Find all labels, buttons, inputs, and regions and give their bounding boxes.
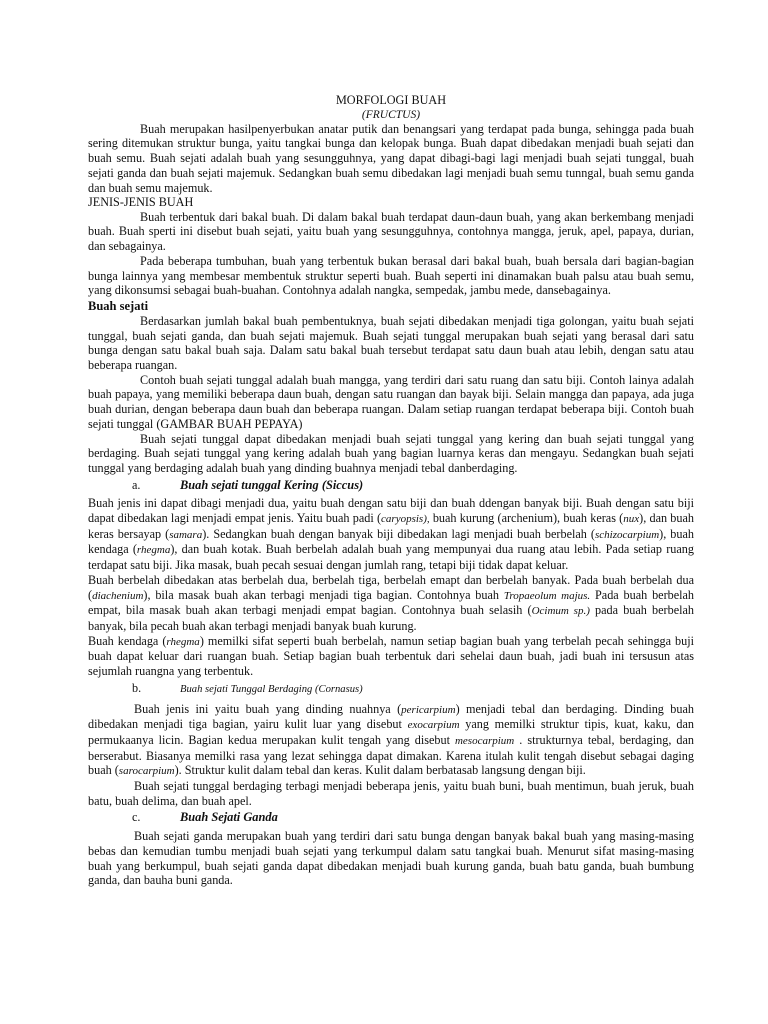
heading-jenis-jenis-buah: JENIS-JENIS BUAH [88,195,194,210]
section-b-heading [88,681,694,698]
paragraph-golongan: Berdasarkan jumlah bakal buah pembentuknya, buah sejati dibedakan menjadi tiga golongan, yaitu buah sejati tunggal, buah sejati ganda, dan buah sejati majemuk. Buah sejati tunggal merupakan buah sejati yang berasal dari satu bunga dengan satu bakal buah saja. Dalam satu bakal buah tersebut terdapat satu daun buah atau lebih, dengan satu atau beberapa ruangan. [88,313,694,373]
page-subtitle [88,108,694,122]
paragraph-buah-sejati-def: Buah terbentuk dari bakal buah. Di dalam bakal buah terdapat daun-daun buah, yang akan berkembang menjadi buah. Buah sperti ini disebut buah sejati, yaitu buah yang sesungguhnya, contohnya mangga, jeruk, apel, papaya, durian, dan sebagainya. [88,209,694,254]
subtitle-term: FRUCTUS [365,108,417,121]
section-c-letter: c. [132,810,141,825]
paragraph-berdaging-jenis: Buah sejati tunggal berdaging terbagi menjadi beberapa jenis, yaitu buah buni, buah mentimun, buah jeruk, buah batu, buah delima, dan buah apel. [88,779,694,808]
section-a-letter: a. [132,477,141,492]
section-a-heading [88,478,694,493]
section-c-label: Buah Sejati Ganda [180,810,278,825]
subtitle-paren-close: ) [416,108,421,121]
paragraph-berbelah: Buah berbelah dibedakan atas berbelah dua, berbelah tiga, berbelah emapt dan berbelah banyak. Pada buah berbelah dua (diachenium), bila masak buah akan terbagi menjadi tiga bagian. Contohnya buah Tropaeolum majus. Pada buah berbelah empat, bila masak buah akan terbagi menjadi empat bagian. Contohnya buah selasih (Ocimum sp.) pada buah berbelah banyak, bila pecah buah akan terbagi menjadi banyak buah kurung. [88,572,695,633]
heading-buah-sejati: Buah sejati [88,298,149,313]
paragraph-kering-berdaging: Buah sejati tunggal dapat dibedakan menjadi buah sejati tunggal yang kering dan buah sejati tunggal yang berdaging. Buah sejati tunggal yang kering adalah buah yang bagian luarnya keras dan mengayu. Sedangkan buah sejati tunggal yang berdaging adalah buah yang dinding buahnya menjadi tebal danberdaging. [88,431,694,475]
paragraph-intro: Buah merupakan hasilpenyerbukan anatar putik dan benangsari yang terdapat pada bunga, sehingga pada buah sering ditemukan struktur bunga, yaitu tangkai bunga dan kelopak bunga. Buah dapat dibedakan menjadi buah sejati dan buah semu. Buah sejati adalah buah yang sesungguhnya, yang dapat dibagi-bagi lagi menjadi buah sejati tunggal, buah sejati ganda dan buah sejati majemuk. Sedangkan buah semu dibedakan lagi menjadi buah semu tunngal, buah semu ganda dan buah semu majemuk. [88,121,694,195]
paragraph-sejati-ganda: Buah sejati ganda merupakan buah yang terdiri dari satu bunga dengan banyak bakal buah yang masing-masing bebas dan kemudian tumbu menjadi buah sejati yang terkumpul dalam satu tangkai buah. Menurut sifat masing-masing buah yang berkumpul, buah sejati ganda dapat dibedakan menjadi buah kurung ganda, buah batu ganda, buah bumbung ganda, dan bauha buni ganda. [88,829,694,888]
page-title: MORFOLOGI BUAH [335,93,447,107]
paragraph-kering-jenis: Buah jenis ini dapat dibagi menjadi dua, yaitu buah dengan satu biji dan buah ddengan banyak biji. Buah dengan satu biji dapat dibedakan lagi menjadi empat jenis. Yaitu buah padi (caryopsis), buah kurung (archenium), buah keras (nux), dan buah keras bersayap (samara). Sedangkan buah dengan banyak biji dibedakan lagi menjadi buah berbelah (schizocarpium), buah kendaga (rhegma), dan buah kotak. Buah berbelah adalah buah yang mempunyai dua ruang atau lebih. Pada setiap ruang terdapat satu biji. Jika masak, buah pecah sesuai dengan jumlah rang, tetapi biji tidak dapat keluar. [88,496,695,573]
paragraph-kendaga: Buah kendaga (rhegma) memilki sifat seperti buah berbelah, namun setiap bagian buah yang terbelah pecah sehingga buji buah dapat keluar dari ruangan buah. Setiap bagian buah terbentuk dari sehelai daun buah, jadi buah ini tersusun atas sejumlah ruangna yang terbentuk. [88,633,694,679]
paragraph-contoh: Contoh buah sejati tunggal adalah buah mangga, yang terdiri dari satu ruang dan satu biji. Contoh lainya adalah buah papaya, yang memiliki beberapa daun buah, dengan satu ruangan dan bayak biji. Selain mangga dan papaya, ada juga buah durian, dengan beberapa daun buah dan beberapa ruangan. Dalam setiap ruangan terdapat beberapa biji. Contoh buah sejati tunggal (GAMBAR BUAH PEPAYA) [88,372,694,431]
section-b-letter: b. [132,680,142,695]
paragraph-buah-semu-def: Pada beberapa tumbuhan, buah yang terbentuk bukan berasal dari bakal buah, buah bersala dari bagian-bagian bunga lainnya yang membesar membentuk struktur seperti buah. Buah seperti ini dinamakan buah palsu atau buah semu, yang dikonsumsi sebagai buah-buahan. Contohnya adalah nangka, sempedak, jambu mede, dansebagainya. [88,253,694,298]
section-c-heading [88,810,694,825]
section-b-label: Buah sejati Tunggal Berdaging (Cornasus) [180,683,363,695]
section-a-label: Buah sejati tunggal Kering (Siccus) [180,477,364,492]
paragraph-berdaging: Buah jenis ini yaitu buah yang dinding nuahnya (pericarpium) menjadi tebal dan berdaging. Dinding buah dibedakan menjadi tiga bagian, yairu kulit luar yang disebut exocarpium yang memilki struktur tipis, kuat, kaku, dan permukaanya licin. Bagian kedua merupakan kulit tengah yang disebut mesocarpium . strukturnya tebal, berdaging, dan berserabut. Biasanya memilki rasa yang lezat sehingga dapat dimakan. Karena itulah kulit tengah disebut sebagai daging buah (sarocarpium). Struktur kulit dalam tebal dan keras. Kulit dalam berbatasab langsung dengan biji. [88,701,694,778]
subtitle-paren-open: ( [361,108,366,121]
